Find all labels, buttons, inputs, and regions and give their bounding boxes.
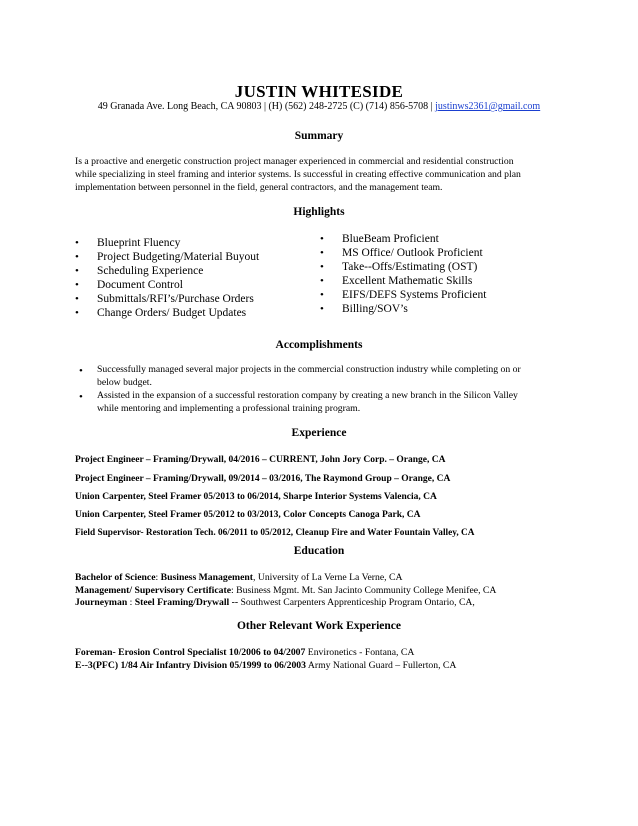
highlight-item: • Scheduling Experience bbox=[75, 265, 204, 277]
contact-details: 49 Granada Ave. Long Beach, CA 90803 | (H) (562) 248-2725 (C) (714) 856-5708 | bbox=[97, 101, 433, 112]
bullet-icon: • bbox=[75, 251, 79, 263]
bullet-icon: • bbox=[320, 247, 324, 259]
highlight-item: • Take--Offs/Estimating (OST) bbox=[320, 261, 478, 273]
other-experience-item: Foreman- Erosion Control Specialist 10/2006 to 04/2007 Environetics - Fontana, CA bbox=[75, 647, 415, 658]
accomplishment-item: • Assisted in the expansion of a successful restoration company by creating a new branch in the Silicon Valley while mentoring and implementing a professional training program. bbox=[79, 390, 518, 414]
highlight-item: • Project Budgeting/Material Buyout bbox=[75, 251, 260, 263]
other-experience-list bbox=[75, 647, 456, 672]
bullet-icon: • bbox=[75, 279, 79, 291]
candidate-name: JUSTIN WHITESIDE bbox=[234, 82, 404, 101]
highlight-item: • Excellent Mathematic Skills bbox=[320, 275, 473, 287]
bullet-icon: • bbox=[75, 265, 79, 277]
bullet-icon: • bbox=[75, 237, 79, 249]
other-experience-heading: Other Relevant Work Experience bbox=[236, 620, 402, 632]
contact-line bbox=[0, 101, 638, 112]
bullet-icon: • bbox=[75, 293, 79, 305]
education-item: Management/ Supervisory Certificate: Business Mgmt. Mt. San Jacinto Community College Menifee, CA bbox=[75, 584, 497, 596]
experience-item: Project Engineer – Framing/Drywall, 09/2014 – 03/2016, The Raymond Group – Orange, CA bbox=[75, 474, 451, 484]
summary-line: implementation between personnel in the field, general contractors, and the management team. bbox=[75, 182, 443, 193]
highlight-item: • Submittals/RFI’s/Purchase Orders bbox=[75, 293, 254, 305]
experience-item: Field Supervisor- Restoration Tech. 06/2011 to 05/2012, Cleanup Fire and Water Fountain Valley, CA bbox=[75, 528, 475, 538]
highlight-item: • Billing/SOV’s bbox=[320, 303, 408, 315]
accomplishments-list bbox=[79, 363, 569, 415]
education-item: Journeyman : Steel Framing/Drywall -- Southwest Carpenters Apprenticeship Program Ontario, CA, bbox=[75, 597, 475, 608]
bullet-icon: • bbox=[320, 289, 324, 301]
highlights-right-list bbox=[320, 232, 570, 316]
summary-heading: Summary bbox=[294, 130, 344, 142]
email-link[interactable]: justinws2361@gmail.com bbox=[435, 101, 541, 112]
bullet-icon: • bbox=[79, 391, 83, 403]
education-heading: Education bbox=[293, 545, 345, 557]
experience-item: Project Engineer – Framing/Drywall, 04/2016 – CURRENT, John Jory Corp. – Orange, CA bbox=[75, 455, 446, 465]
bullet-icon: • bbox=[320, 233, 324, 245]
bullet-icon: • bbox=[75, 307, 79, 319]
highlight-item: • EIFS/DEFS Systems Proficient bbox=[320, 289, 487, 301]
experience-heading: Experience bbox=[291, 427, 347, 439]
summary-line: while specializing in steel framing and interior systems. Is successful in creating effective communication and plan bbox=[75, 169, 521, 180]
bullet-icon: • bbox=[79, 365, 83, 377]
bullet-icon: • bbox=[320, 275, 324, 287]
highlights-left-list bbox=[75, 236, 315, 320]
summary-text bbox=[75, 155, 565, 194]
education-list bbox=[75, 572, 496, 610]
bullet-icon: • bbox=[320, 303, 324, 315]
education-item: Bachelor of Science: Business Management, University of La Verne La Verne, CA bbox=[75, 572, 403, 583]
bullet-icon: • bbox=[320, 261, 324, 273]
highlight-item: • Document Control bbox=[75, 279, 183, 291]
accomplishments-heading: Accomplishments bbox=[275, 339, 363, 351]
summary-line: Is a proactive and energetic construction project manager experienced in commercial and residential construction bbox=[75, 156, 514, 167]
highlights-heading: Highlights bbox=[293, 206, 345, 218]
highlight-item: • Change Orders/ Budget Updates bbox=[75, 307, 247, 319]
highlight-item: • BlueBeam Proficient bbox=[320, 233, 439, 245]
experience-item: Union Carpenter, Steel Framer 05/2013 to 06/2014, Sharpe Interior Systems Valencia, CA bbox=[75, 492, 437, 502]
highlight-item: • MS Office/ Outlook Proficient bbox=[320, 247, 483, 259]
other-experience-item: E--3(PFC) 1/84 Air Infantry Division 05/1999 to 06/2003 Army National Guard – Fullerton, CA bbox=[75, 659, 457, 671]
accomplishment-item: • Successfully managed several major projects in the commercial construction industry while completing on or below budget. bbox=[79, 364, 521, 388]
highlight-item: • Blueprint Fluency bbox=[75, 237, 181, 249]
experience-item: Union Carpenter, Steel Framer 05/2012 to 03/2013, Color Concepts Canoga Park, CA bbox=[75, 510, 421, 520]
